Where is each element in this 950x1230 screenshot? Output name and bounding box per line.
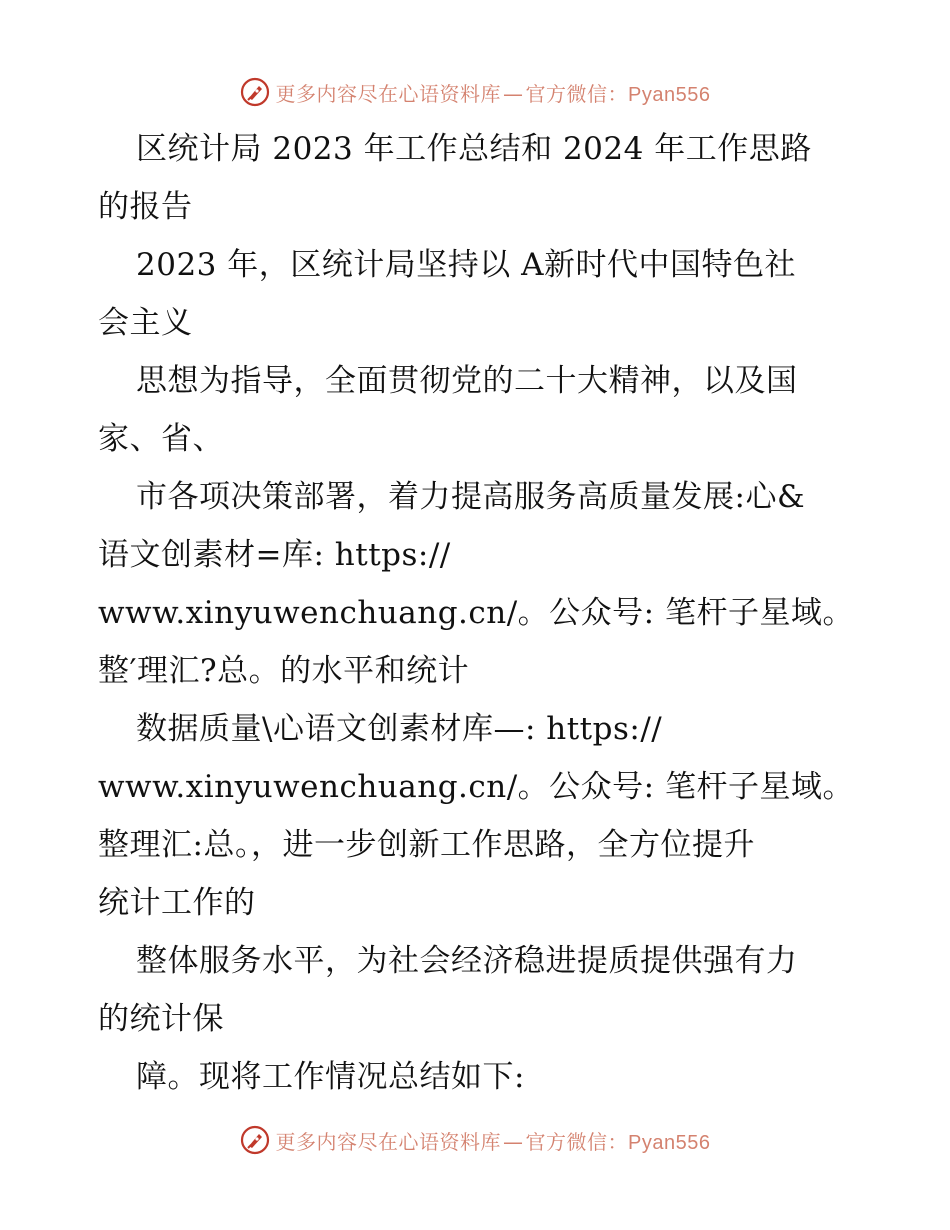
paragraph-line: 统计工作的 xyxy=(98,885,256,921)
paragraph-line: 数据质量\心语文创素材库—: https:// xyxy=(136,711,663,747)
paragraph-line: 市各项决策部署，着力提高服务高质量发展:心& xyxy=(136,479,806,515)
document-body xyxy=(98,120,858,1106)
document-title-line-1: 区统计局 2023 年工作总结和 2024 年工作思路 xyxy=(136,131,812,167)
watermark-official-label: 官方微信： xyxy=(525,81,629,106)
paragraph-line: 会主义 xyxy=(98,305,193,341)
watermark-handle: Pyan556 xyxy=(628,83,711,106)
paragraph-line: www.xinyuwenchuang.cn/。公众号: 笔杆子星域。 xyxy=(98,769,854,805)
paragraph-line: 思想为指导，全面贯彻党的二十大精神，以及国 xyxy=(136,363,798,399)
paragraph-line: 障。现将工作情况总结如下: xyxy=(136,1059,525,1095)
document-title-line-2: 的报告 xyxy=(98,189,193,225)
watermark-separator: — xyxy=(503,81,524,106)
watermark-text xyxy=(276,1126,711,1155)
header-watermark-banner xyxy=(0,72,950,112)
watermark-handle: Pyan556 xyxy=(628,1131,711,1154)
paragraph-line: www.xinyuwenchuang.cn/。公众号: 笔杆子星域。 xyxy=(98,595,854,631)
pen-nib-logo-icon xyxy=(240,77,270,107)
paragraph-line: 整′理汇?总。的水平和统计 xyxy=(98,653,470,689)
paragraph-line: 整理汇:总。，进一步创新工作思路，全方位提升 xyxy=(98,827,755,863)
paragraph-line: 家、省、 xyxy=(98,421,224,457)
watermark-main-text: 更多内容尽在心语资料库 xyxy=(275,1129,502,1154)
paragraph-line: 整体服务水平，为社会经济稳进提质提供强有力 xyxy=(136,943,798,979)
watermark-text xyxy=(276,78,711,107)
paragraph-line: 的统计保 xyxy=(98,1001,224,1037)
paragraph-line: 2023 年，区统计局坚持以 A新时代中国特色社 xyxy=(136,247,796,283)
watermark-main-text: 更多内容尽在心语资料库 xyxy=(275,81,502,106)
footer-watermark-banner xyxy=(0,1120,950,1160)
watermark-separator: — xyxy=(503,1129,524,1154)
watermark-official-label: 官方微信： xyxy=(525,1129,629,1154)
paragraph-line: 语文创素材=库: https:// xyxy=(98,537,451,573)
pen-nib-logo-icon xyxy=(240,1125,270,1155)
